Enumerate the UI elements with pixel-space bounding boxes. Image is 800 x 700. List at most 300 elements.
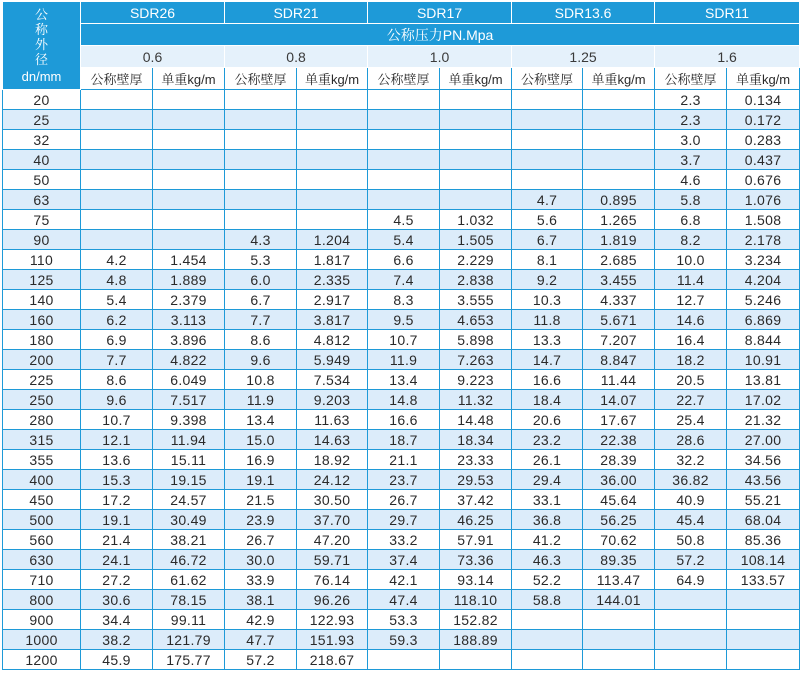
- unit-weight-cell: 0.134: [727, 90, 800, 110]
- unit-weight-cell: 3.817: [297, 310, 368, 330]
- wall-thickness-cell: 58.8: [512, 590, 583, 610]
- wall-thickness-cell: 15.3: [81, 470, 153, 490]
- unit-weight-cell: 29.53: [440, 470, 512, 490]
- unit-weight-cell: 46.25: [440, 510, 512, 530]
- unit-weight-cell: 1.817: [297, 250, 368, 270]
- wall-thickness-cell: 12.7: [655, 290, 727, 310]
- wall-thickness-cell: 6.0: [225, 270, 297, 290]
- unit-weight-cell: 2.917: [297, 290, 368, 310]
- pressure-value-1-6: 1.6: [655, 46, 800, 68]
- table-row: [3, 650, 800, 670]
- unit-weight-cell: 175.77: [153, 650, 225, 670]
- unit-weight-cell: [297, 110, 368, 130]
- wall-thickness-cell: 41.2: [512, 530, 583, 550]
- unit-weight-cell: [440, 130, 512, 150]
- wall-thickness-cell: 13.4: [368, 370, 440, 390]
- wall-thickness-cell: [512, 170, 583, 190]
- wall-thickness-cell: [655, 610, 727, 630]
- unit-weight-cell: [727, 590, 800, 610]
- table-row: [3, 190, 800, 210]
- table-row: [3, 390, 800, 410]
- unit-weight-cell: [440, 190, 512, 210]
- unit-weight-cell: 38.21: [153, 530, 225, 550]
- unit-weight-cell: [583, 650, 655, 670]
- unit-weight-cell: 5.898: [440, 330, 512, 350]
- wall-thickness-cell: 8.6: [81, 370, 153, 390]
- dn-cell: 280: [3, 410, 81, 430]
- wall-thickness-cell: 52.2: [512, 570, 583, 590]
- wall-thickness-cell: [655, 630, 727, 650]
- unit-weight-cell: 1.265: [583, 210, 655, 230]
- unit-weight-cell: 96.26: [297, 590, 368, 610]
- unit-weight-cell: 99.11: [153, 610, 225, 630]
- unit-weight-cell: 5.949: [297, 350, 368, 370]
- unit-weight-cell: 7.263: [440, 350, 512, 370]
- unit-weight-cell: 13.81: [727, 370, 800, 390]
- unit-weight-cell: 5.671: [583, 310, 655, 330]
- unit-weight-cell: [297, 90, 368, 110]
- unit-weight-header: 单重kg/m: [297, 68, 368, 90]
- unit-weight-cell: 37.70: [297, 510, 368, 530]
- wall-thickness-cell: 25.4: [655, 410, 727, 430]
- dn-cell: 560: [3, 530, 81, 550]
- wall-thickness-cell: 5.8: [655, 190, 727, 210]
- wall-thickness-cell: 33.2: [368, 530, 440, 550]
- wall-thickness-cell: [368, 150, 440, 170]
- unit-weight-cell: 2.685: [583, 250, 655, 270]
- wall-thickness-cell: 6.7: [225, 290, 297, 310]
- unit-weight-cell: 9.203: [297, 390, 368, 410]
- unit-weight-cell: 8.844: [727, 330, 800, 350]
- unit-weight-cell: 70.62: [583, 530, 655, 550]
- unit-weight-cell: 61.62: [153, 570, 225, 590]
- dn-cell: 40: [3, 150, 81, 170]
- wall-thickness-header: 公称壁厚: [368, 68, 440, 90]
- dn-cell: 450: [3, 490, 81, 510]
- wall-thickness-cell: [368, 170, 440, 190]
- wall-thickness-cell: 5.6: [512, 210, 583, 230]
- table-row: [3, 530, 800, 550]
- unit-weight-cell: [153, 110, 225, 130]
- wall-thickness-cell: 16.6: [512, 370, 583, 390]
- wall-thickness-cell: 13.6: [81, 450, 153, 470]
- unit-weight-cell: 0.172: [727, 110, 800, 130]
- unit-weight-cell: [153, 130, 225, 150]
- wall-thickness-cell: [368, 130, 440, 150]
- table-row: [3, 270, 800, 290]
- wall-thickness-cell: 34.4: [81, 610, 153, 630]
- wall-thickness-cell: 32.2: [655, 450, 727, 470]
- dn-cell: 140: [3, 290, 81, 310]
- wall-thickness-cell: 28.6: [655, 430, 727, 450]
- unit-weight-cell: 22.38: [583, 430, 655, 450]
- wall-thickness-cell: [512, 110, 583, 130]
- wall-thickness-cell: 29.4: [512, 470, 583, 490]
- wall-thickness-cell: 4.3: [225, 230, 297, 250]
- unit-weight-cell: 108.14: [727, 550, 800, 570]
- table-row: [3, 370, 800, 390]
- unit-weight-cell: 3.555: [440, 290, 512, 310]
- pressure-value-1-25: 1.25: [512, 46, 655, 68]
- unit-weight-cell: 121.79: [153, 630, 225, 650]
- unit-weight-cell: [583, 90, 655, 110]
- unit-weight-cell: [727, 650, 800, 670]
- unit-weight-cell: 1.204: [297, 230, 368, 250]
- table-row: [3, 170, 800, 190]
- sdr-header-row: [3, 2, 800, 24]
- wall-thickness-cell: 19.1: [81, 510, 153, 530]
- wall-thickness-cell: [368, 190, 440, 210]
- dn-cell: 250: [3, 390, 81, 410]
- table-row: [3, 250, 800, 270]
- wall-thickness-cell: 11.9: [368, 350, 440, 370]
- wall-thickness-cell: 14.6: [655, 310, 727, 330]
- wall-thickness-cell: 6.7: [512, 230, 583, 250]
- table-row: [3, 330, 800, 350]
- wall-thickness-cell: [225, 210, 297, 230]
- pressure-title: 公称压力PN.Mpa: [81, 24, 800, 46]
- unit-weight-cell: 1.819: [583, 230, 655, 250]
- unit-weight-cell: 45.64: [583, 490, 655, 510]
- table-row: [3, 550, 800, 570]
- wall-thickness-cell: 9.5: [368, 310, 440, 330]
- wall-thickness-cell: 4.7: [512, 190, 583, 210]
- unit-weight-cell: [727, 610, 800, 630]
- table-row: [3, 230, 800, 250]
- dn-header-cell: [3, 2, 81, 90]
- unit-weight-cell: 8.847: [583, 350, 655, 370]
- wall-thickness-cell: 57.2: [655, 550, 727, 570]
- unit-weight-cell: [583, 630, 655, 650]
- unit-weight-cell: 4.822: [153, 350, 225, 370]
- dn-cell: 355: [3, 450, 81, 470]
- pipe-spec-table: [2, 1, 800, 670]
- wall-thickness-cell: [512, 630, 583, 650]
- dn-cell: 900: [3, 610, 81, 630]
- table-row: [3, 150, 800, 170]
- pressure-value-0-6: 0.6: [81, 46, 225, 68]
- unit-weight-cell: 78.15: [153, 590, 225, 610]
- dn-cell: 400: [3, 470, 81, 490]
- unit-weight-cell: [297, 150, 368, 170]
- unit-weight-cell: 11.63: [297, 410, 368, 430]
- wall-thickness-cell: 6.2: [81, 310, 153, 330]
- wall-thickness-cell: 26.7: [225, 530, 297, 550]
- wall-thickness-cell: 24.1: [81, 550, 153, 570]
- unit-weight-cell: 152.82: [440, 610, 512, 630]
- wall-thickness-cell: [225, 150, 297, 170]
- unit-weight-cell: [440, 90, 512, 110]
- unit-weight-cell: [583, 610, 655, 630]
- unit-weight-cell: 24.57: [153, 490, 225, 510]
- wall-thickness-cell: 13.3: [512, 330, 583, 350]
- wall-thickness-cell: [81, 190, 153, 210]
- dn-cell: 32: [3, 130, 81, 150]
- unit-weight-cell: 57.91: [440, 530, 512, 550]
- wall-thickness-cell: 6.8: [655, 210, 727, 230]
- wall-thickness-cell: [225, 190, 297, 210]
- table-row: [3, 570, 800, 590]
- unit-weight-cell: [440, 170, 512, 190]
- sdr-header-sdr21: SDR21: [225, 2, 368, 24]
- unit-weight-cell: 118.10: [440, 590, 512, 610]
- dn-cell: 225: [3, 370, 81, 390]
- wall-thickness-cell: 45.4: [655, 510, 727, 530]
- unit-weight-cell: 37.42: [440, 490, 512, 510]
- wall-thickness-cell: 33.9: [225, 570, 297, 590]
- table-row: [3, 290, 800, 310]
- wall-thickness-cell: 19.1: [225, 470, 297, 490]
- wall-thickness-cell: 45.9: [81, 650, 153, 670]
- wall-thickness-cell: 3.7: [655, 150, 727, 170]
- unit-weight-cell: 0.676: [727, 170, 800, 190]
- unit-weight-cell: 2.379: [153, 290, 225, 310]
- table-row: [3, 130, 800, 150]
- wall-thickness-cell: 50.8: [655, 530, 727, 550]
- dn-cell: 710: [3, 570, 81, 590]
- unit-weight-cell: 0.437: [727, 150, 800, 170]
- unit-weight-cell: 6.049: [153, 370, 225, 390]
- unit-weight-cell: 7.534: [297, 370, 368, 390]
- unit-weight-cell: 188.89: [440, 630, 512, 650]
- wall-thickness-cell: 4.8: [81, 270, 153, 290]
- unit-weight-cell: [583, 110, 655, 130]
- wall-thickness-cell: [81, 150, 153, 170]
- unit-weight-cell: 122.93: [297, 610, 368, 630]
- table-header: [3, 2, 800, 90]
- unit-weight-cell: 11.44: [583, 370, 655, 390]
- wall-thickness-header: 公称壁厚: [225, 68, 297, 90]
- wall-thickness-cell: 16.9: [225, 450, 297, 470]
- table-row: [3, 450, 800, 470]
- wall-thickness-cell: 8.1: [512, 250, 583, 270]
- unit-weight-cell: 7.207: [583, 330, 655, 350]
- unit-weight-cell: 9.223: [440, 370, 512, 390]
- wall-thickness-cell: [512, 130, 583, 150]
- wall-thickness-cell: 47.4: [368, 590, 440, 610]
- unit-weight-cell: [153, 170, 225, 190]
- wall-thickness-cell: 20.5: [655, 370, 727, 390]
- wall-thickness-cell: 5.4: [368, 230, 440, 250]
- unit-weight-cell: 89.35: [583, 550, 655, 570]
- wall-thickness-cell: [225, 130, 297, 150]
- unit-weight-cell: 6.869: [727, 310, 800, 330]
- dn-cell: 110: [3, 250, 81, 270]
- wall-thickness-cell: 46.3: [512, 550, 583, 570]
- unit-weight-cell: 7.517: [153, 390, 225, 410]
- wall-thickness-cell: 59.3: [368, 630, 440, 650]
- unit-weight-cell: 4.653: [440, 310, 512, 330]
- wall-thickness-cell: 16.4: [655, 330, 727, 350]
- unit-weight-header: 单重kg/m: [153, 68, 225, 90]
- wall-thickness-cell: [225, 170, 297, 190]
- wall-thickness-cell: 38.1: [225, 590, 297, 610]
- wall-thickness-cell: 38.2: [81, 630, 153, 650]
- table-row: [3, 210, 800, 230]
- wall-thickness-cell: 10.0: [655, 250, 727, 270]
- unit-weight-cell: [153, 190, 225, 210]
- pressure-value-0-8: 0.8: [225, 46, 368, 68]
- unit-weight-cell: 55.21: [727, 490, 800, 510]
- wall-thickness-cell: 26.1: [512, 450, 583, 470]
- wall-thickness-cell: 11.4: [655, 270, 727, 290]
- dn-cell: 63: [3, 190, 81, 210]
- unit-weight-cell: [727, 630, 800, 650]
- wall-thickness-cell: 6.6: [368, 250, 440, 270]
- unit-weight-cell: [153, 90, 225, 110]
- wall-thickness-cell: [81, 110, 153, 130]
- unit-weight-cell: 27.00: [727, 430, 800, 450]
- unit-weight-cell: 218.67: [297, 650, 368, 670]
- wall-thickness-cell: 7.7: [81, 350, 153, 370]
- dn-cell: 90: [3, 230, 81, 250]
- wall-thickness-cell: 8.6: [225, 330, 297, 350]
- wall-thickness-cell: [368, 110, 440, 130]
- dn-cell: 500: [3, 510, 81, 530]
- unit-weight-cell: 36.00: [583, 470, 655, 490]
- unit-weight-cell: [153, 210, 225, 230]
- wall-thickness-cell: 11.8: [512, 310, 583, 330]
- dn-cell: 200: [3, 350, 81, 370]
- wall-thickness-cell: 3.0: [655, 130, 727, 150]
- unit-weight-cell: 5.246: [727, 290, 800, 310]
- wall-thickness-cell: [81, 90, 153, 110]
- unit-weight-cell: 17.02: [727, 390, 800, 410]
- unit-weight-cell: 14.07: [583, 390, 655, 410]
- wall-thickness-cell: 10.8: [225, 370, 297, 390]
- wall-thickness-cell: [512, 610, 583, 630]
- unit-weight-cell: 18.92: [297, 450, 368, 470]
- dn-cell: 75: [3, 210, 81, 230]
- table-row: [3, 410, 800, 430]
- unit-weight-cell: [440, 150, 512, 170]
- table-row: [3, 110, 800, 130]
- wall-thickness-cell: 21.4: [81, 530, 153, 550]
- wall-thickness-cell: 22.7: [655, 390, 727, 410]
- wall-thickness-cell: 21.1: [368, 450, 440, 470]
- wall-thickness-cell: 27.2: [81, 570, 153, 590]
- unit-weight-cell: 3.113: [153, 310, 225, 330]
- wall-thickness-cell: 23.7: [368, 470, 440, 490]
- wall-thickness-cell: 33.1: [512, 490, 583, 510]
- wall-thickness-cell: 21.5: [225, 490, 297, 510]
- dn-cell: 20: [3, 90, 81, 110]
- wall-thickness-cell: 17.2: [81, 490, 153, 510]
- unit-weight-cell: 14.63: [297, 430, 368, 450]
- unit-weight-cell: [297, 130, 368, 150]
- wall-thickness-cell: 30.6: [81, 590, 153, 610]
- wall-thickness-cell: 8.3: [368, 290, 440, 310]
- dn-cell: 160: [3, 310, 81, 330]
- wall-thickness-cell: 4.6: [655, 170, 727, 190]
- wall-thickness-cell: 18.7: [368, 430, 440, 450]
- table-row: [3, 610, 800, 630]
- sdr-header-sdr26: SDR26: [81, 2, 225, 24]
- wall-thickness-cell: 4.2: [81, 250, 153, 270]
- wall-thickness-cell: [655, 590, 727, 610]
- unit-weight-cell: 46.72: [153, 550, 225, 570]
- unit-weight-cell: 3.455: [583, 270, 655, 290]
- unit-weight-cell: 1.508: [727, 210, 800, 230]
- wall-thickness-cell: 30.0: [225, 550, 297, 570]
- unit-weight-cell: 43.56: [727, 470, 800, 490]
- unit-weight-cell: 11.94: [153, 430, 225, 450]
- wall-thickness-cell: [225, 90, 297, 110]
- wall-thickness-cell: 7.7: [225, 310, 297, 330]
- wall-thickness-cell: [512, 650, 583, 670]
- wall-thickness-cell: 18.2: [655, 350, 727, 370]
- wall-thickness-cell: 42.1: [368, 570, 440, 590]
- unit-weight-cell: 10.91: [727, 350, 800, 370]
- wall-thickness-cell: 15.0: [225, 430, 297, 450]
- unit-weight-cell: [583, 130, 655, 150]
- wall-thickness-cell: 47.7: [225, 630, 297, 650]
- sdr-header-sdr11: SDR11: [655, 2, 800, 24]
- unit-weight-cell: 28.39: [583, 450, 655, 470]
- table-row: [3, 350, 800, 370]
- unit-weight-cell: 2.335: [297, 270, 368, 290]
- dn-cell: 50: [3, 170, 81, 190]
- unit-weight-cell: 34.56: [727, 450, 800, 470]
- table-row: [3, 630, 800, 650]
- unit-weight-cell: 56.25: [583, 510, 655, 530]
- wall-thickness-cell: [81, 210, 153, 230]
- unit-weight-cell: [153, 230, 225, 250]
- table-row: [3, 430, 800, 450]
- unit-weight-cell: [440, 110, 512, 130]
- wall-thickness-cell: 36.82: [655, 470, 727, 490]
- unit-weight-cell: 144.01: [583, 590, 655, 610]
- unit-weight-cell: 113.47: [583, 570, 655, 590]
- wall-thickness-cell: 10.7: [368, 330, 440, 350]
- unit-weight-cell: 17.67: [583, 410, 655, 430]
- table-row: [3, 310, 800, 330]
- unit-weight-cell: 2.229: [440, 250, 512, 270]
- table-row: [3, 90, 800, 110]
- unit-weight-header: 单重kg/m: [440, 68, 512, 90]
- wall-thickness-cell: [512, 150, 583, 170]
- unit-weight-cell: 0.283: [727, 130, 800, 150]
- wall-thickness-header: 公称壁厚: [655, 68, 727, 90]
- wall-thickness-cell: 6.9: [81, 330, 153, 350]
- dn-cell: 1200: [3, 650, 81, 670]
- sdr-header-sdr13-6: SDR13.6: [512, 2, 655, 24]
- wall-thickness-cell: 53.3: [368, 610, 440, 630]
- unit-weight-cell: 133.57: [727, 570, 800, 590]
- wall-thickness-cell: 14.7: [512, 350, 583, 370]
- wall-thickness-cell: 18.4: [512, 390, 583, 410]
- wall-thickness-cell: [81, 230, 153, 250]
- unit-weight-cell: 18.34: [440, 430, 512, 450]
- unit-weight-cell: 30.49: [153, 510, 225, 530]
- wall-thickness-cell: 10.7: [81, 410, 153, 430]
- wall-thickness-cell: [81, 130, 153, 150]
- wall-thickness-cell: [512, 90, 583, 110]
- wall-thickness-cell: 9.6: [225, 350, 297, 370]
- wall-thickness-cell: 23.2: [512, 430, 583, 450]
- unit-weight-cell: 4.812: [297, 330, 368, 350]
- unit-weight-cell: 4.337: [583, 290, 655, 310]
- wall-thickness-cell: 2.3: [655, 90, 727, 110]
- pressure-title-row: [3, 24, 800, 46]
- dn-cell: 800: [3, 590, 81, 610]
- wall-thickness-cell: 40.9: [655, 490, 727, 510]
- unit-weight-cell: [583, 170, 655, 190]
- unit-weight-cell: 1.076: [727, 190, 800, 210]
- dn-label: 公称外径: [34, 6, 48, 67]
- dn-cell: 25: [3, 110, 81, 130]
- wall-thickness-cell: 13.4: [225, 410, 297, 430]
